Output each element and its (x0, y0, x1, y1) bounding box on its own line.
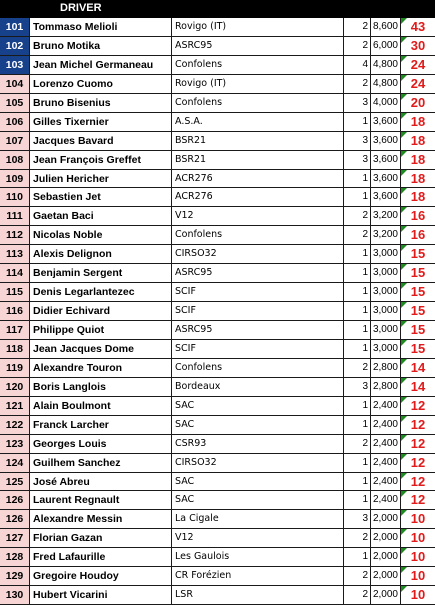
points-cell[interactable]: 15 (401, 321, 435, 339)
club-cell[interactable]: Confolens (172, 226, 344, 244)
rank-cell[interactable]: 119 (0, 359, 30, 377)
driver-name-cell[interactable]: Philippe Quiot (30, 321, 172, 339)
score-cell[interactable]: 2,800 (371, 359, 401, 377)
rank-cell[interactable]: 102 (0, 37, 30, 55)
points-cell[interactable]: 10 (401, 548, 435, 566)
score-cell[interactable]: 2,400 (371, 491, 401, 509)
table-row[interactable] (0, 321, 435, 340)
races-cell[interactable]: 2 (344, 586, 371, 604)
driver-name-cell[interactable]: Benjamin Sergent (30, 264, 172, 282)
races-cell[interactable]: 2 (344, 529, 371, 547)
rank-cell[interactable]: 107 (0, 132, 30, 150)
races-cell[interactable]: 2 (344, 226, 371, 244)
score-cell[interactable]: 2,000 (371, 548, 401, 566)
club-cell[interactable]: SCIF (172, 340, 344, 358)
table-row[interactable] (0, 491, 435, 510)
races-cell[interactable]: 1 (344, 245, 371, 263)
table-row[interactable] (0, 283, 435, 302)
races-cell[interactable]: 3 (344, 94, 371, 112)
rank-cell[interactable]: 114 (0, 264, 30, 282)
races-cell[interactable]: 1 (344, 302, 371, 320)
driver-name-cell[interactable]: Denis Legarlantezec (30, 283, 172, 301)
races-cell[interactable]: 1 (344, 170, 371, 188)
score-cell[interactable]: 2,400 (371, 435, 401, 453)
races-cell[interactable]: 2 (344, 207, 371, 225)
table-row[interactable] (0, 378, 435, 397)
score-cell[interactable]: 4,800 (371, 56, 401, 74)
driver-name-cell[interactable]: Jean Michel Germaneau (30, 56, 172, 74)
club-cell[interactable]: BSR21 (172, 151, 344, 169)
club-cell[interactable]: ACR276 (172, 188, 344, 206)
races-cell[interactable]: 2 (344, 359, 371, 377)
points-cell[interactable]: 15 (401, 264, 435, 282)
table-row[interactable] (0, 94, 435, 113)
rank-cell[interactable]: 126 (0, 491, 30, 509)
driver-name-cell[interactable]: Jean Jacques Dome (30, 340, 172, 358)
points-cell[interactable]: 30 (401, 37, 435, 55)
table-row[interactable] (0, 132, 435, 151)
table-row[interactable] (0, 567, 435, 586)
table-row[interactable] (0, 435, 435, 454)
score-cell[interactable]: 3,600 (371, 151, 401, 169)
driver-name-cell[interactable]: Alexis Delignon (30, 245, 172, 263)
rank-cell[interactable]: 124 (0, 454, 30, 472)
club-cell[interactable]: La Cigale (172, 510, 344, 528)
score-cell[interactable]: 2,400 (371, 416, 401, 434)
races-cell[interactable]: 1 (344, 264, 371, 282)
driver-name-cell[interactable]: Lorenzo Cuomo (30, 75, 172, 93)
rank-cell[interactable]: 111 (0, 207, 30, 225)
club-cell[interactable]: CIRSO32 (172, 245, 344, 263)
driver-name-cell[interactable]: Boris Langlois (30, 378, 172, 396)
points-cell[interactable]: 15 (401, 283, 435, 301)
table-row[interactable] (0, 586, 435, 605)
score-cell[interactable]: 3,200 (371, 207, 401, 225)
table-row[interactable] (0, 359, 435, 378)
driver-name-cell[interactable]: Gilles Tixernier (30, 113, 172, 131)
score-cell[interactable]: 3,600 (371, 113, 401, 131)
points-cell[interactable]: 10 (401, 510, 435, 528)
score-cell[interactable]: 3,600 (371, 188, 401, 206)
races-cell[interactable]: 2 (344, 75, 371, 93)
races-cell[interactable]: 1 (344, 321, 371, 339)
club-cell[interactable]: A.S.A. (172, 113, 344, 131)
driver-name-cell[interactable]: Julien Hericher (30, 170, 172, 188)
driver-name-cell[interactable]: Hubert Vicarini (30, 586, 172, 604)
driver-name-cell[interactable]: Bruno Bisenius (30, 94, 172, 112)
races-cell[interactable]: 1 (344, 283, 371, 301)
club-cell[interactable]: ASRC95 (172, 37, 344, 55)
rank-cell[interactable]: 109 (0, 170, 30, 188)
races-cell[interactable]: 1 (344, 548, 371, 566)
score-cell[interactable]: 3,000 (371, 340, 401, 358)
club-cell[interactable]: Bordeaux (172, 378, 344, 396)
table-row[interactable] (0, 207, 435, 226)
races-cell[interactable]: 1 (344, 491, 371, 509)
rank-cell[interactable]: 108 (0, 151, 30, 169)
table-header (0, 0, 435, 18)
points-cell[interactable]: 12 (401, 473, 435, 491)
table-row[interactable] (0, 264, 435, 283)
points-cell[interactable]: 14 (401, 359, 435, 377)
rank-cell[interactable]: 103 (0, 56, 30, 74)
table-row[interactable] (0, 113, 435, 132)
driver-name-cell[interactable]: Jean François Greffet (30, 151, 172, 169)
driver-name-cell[interactable]: José Abreu (30, 473, 172, 491)
club-cell[interactable]: Rovigo (IT) (172, 18, 344, 36)
points-cell[interactable]: 15 (401, 340, 435, 358)
table-row[interactable] (0, 245, 435, 264)
score-cell[interactable]: 4,000 (371, 94, 401, 112)
rank-cell[interactable]: 104 (0, 75, 30, 93)
table-row[interactable] (0, 56, 435, 75)
rank-cell[interactable]: 101 (0, 18, 30, 36)
points-cell[interactable]: 10 (401, 567, 435, 585)
score-cell[interactable]: 3,000 (371, 302, 401, 320)
club-cell[interactable]: BSR21 (172, 132, 344, 150)
club-cell[interactable]: CIRSO32 (172, 454, 344, 472)
driver-name-cell[interactable]: Gaetan Baci (30, 207, 172, 225)
score-cell[interactable]: 3,600 (371, 132, 401, 150)
driver-name-cell[interactable]: Didier Echivard (30, 302, 172, 320)
club-cell[interactable]: SCIF (172, 283, 344, 301)
races-cell[interactable]: 1 (344, 416, 371, 434)
score-cell[interactable]: 2,000 (371, 529, 401, 547)
rank-cell[interactable]: 127 (0, 529, 30, 547)
points-cell[interactable]: 12 (401, 454, 435, 472)
table-row[interactable] (0, 340, 435, 359)
rank-cell[interactable]: 106 (0, 113, 30, 131)
races-cell[interactable]: 1 (344, 397, 371, 415)
points-cell[interactable]: 18 (401, 151, 435, 169)
club-cell[interactable]: SAC (172, 491, 344, 509)
driver-name-cell[interactable]: Sebastien Jet (30, 188, 172, 206)
driver-name-cell[interactable]: Laurent Regnault (30, 491, 172, 509)
points-cell[interactable]: 12 (401, 491, 435, 509)
score-cell[interactable]: 2,400 (371, 454, 401, 472)
driver-name-cell[interactable]: Florian Gazan (30, 529, 172, 547)
points-cell[interactable]: 15 (401, 302, 435, 320)
rank-cell[interactable]: 121 (0, 397, 30, 415)
score-cell[interactable]: 3,000 (371, 245, 401, 263)
points-cell[interactable]: 16 (401, 207, 435, 225)
races-cell[interactable]: 1 (344, 454, 371, 472)
score-cell[interactable]: 2,000 (371, 567, 401, 585)
score-cell[interactable]: 3,600 (371, 170, 401, 188)
score-cell[interactable]: 8,600 (371, 18, 401, 36)
points-cell[interactable]: 14 (401, 378, 435, 396)
table-row[interactable] (0, 188, 435, 207)
driver-name-cell[interactable]: Fred Lafaurille (30, 548, 172, 566)
table-body (0, 18, 435, 605)
driver-name-cell[interactable]: Bruno Motika (30, 37, 172, 55)
races-cell[interactable]: 3 (344, 378, 371, 396)
driver-name-cell[interactable]: Gregoire Houdoy (30, 567, 172, 585)
points-cell[interactable]: 10 (401, 586, 435, 604)
rank-cell[interactable]: 125 (0, 473, 30, 491)
races-cell[interactable]: 2 (344, 435, 371, 453)
points-cell[interactable]: 18 (401, 188, 435, 206)
races-cell[interactable]: 1 (344, 113, 371, 131)
points-cell[interactable]: 18 (401, 113, 435, 131)
rank-cell[interactable]: 118 (0, 340, 30, 358)
points-cell[interactable]: 12 (401, 435, 435, 453)
score-cell[interactable]: 2,000 (371, 510, 401, 528)
table-row[interactable] (0, 510, 435, 529)
races-cell[interactable]: 3 (344, 510, 371, 528)
rank-cell[interactable]: 110 (0, 188, 30, 206)
club-cell[interactable]: SAC (172, 397, 344, 415)
points-cell[interactable]: 12 (401, 416, 435, 434)
club-cell[interactable]: CSR93 (172, 435, 344, 453)
rank-cell[interactable]: 123 (0, 435, 30, 453)
rank-cell[interactable]: 113 (0, 245, 30, 263)
races-cell[interactable]: 4 (344, 56, 371, 74)
driver-name-cell[interactable]: Franck Larcher (30, 416, 172, 434)
club-cell[interactable]: V12 (172, 529, 344, 547)
club-cell[interactable]: ACR276 (172, 170, 344, 188)
score-cell[interactable]: 3,000 (371, 264, 401, 282)
rank-cell[interactable]: 128 (0, 548, 30, 566)
races-cell[interactable]: 1 (344, 473, 371, 491)
races-cell[interactable]: 2 (344, 37, 371, 55)
points-cell[interactable]: 10 (401, 529, 435, 547)
rank-cell[interactable]: 129 (0, 567, 30, 585)
driver-name-cell[interactable]: Jacques Bavard (30, 132, 172, 150)
rank-cell[interactable]: 105 (0, 94, 30, 112)
club-cell[interactable]: Confolens (172, 359, 344, 377)
score-cell[interactable]: 3,200 (371, 226, 401, 244)
rank-cell[interactable]: 115 (0, 283, 30, 301)
score-cell[interactable]: 2,400 (371, 473, 401, 491)
rank-cell[interactable]: 122 (0, 416, 30, 434)
club-cell[interactable]: LSR (172, 586, 344, 604)
rank-cell[interactable]: 130 (0, 586, 30, 604)
club-cell[interactable]: ASRC95 (172, 321, 344, 339)
table-row[interactable] (0, 397, 435, 416)
table-row[interactable] (0, 75, 435, 94)
rank-cell[interactable]: 112 (0, 226, 30, 244)
points-cell[interactable]: 24 (401, 56, 435, 74)
table-row[interactable] (0, 416, 435, 435)
table-row[interactable] (0, 454, 435, 473)
club-cell[interactable]: SAC (172, 416, 344, 434)
club-cell[interactable]: Les Gaulois (172, 548, 344, 566)
table-row[interactable] (0, 18, 435, 37)
driver-name-cell[interactable]: Tommaso Melioli (30, 18, 172, 36)
points-cell[interactable]: 43 (401, 18, 435, 36)
score-cell[interactable]: 3,000 (371, 321, 401, 339)
points-cell[interactable]: 20 (401, 94, 435, 112)
table-row[interactable] (0, 473, 435, 492)
points-cell[interactable]: 12 (401, 397, 435, 415)
table-row[interactable] (0, 226, 435, 245)
points-cell[interactable]: 15 (401, 245, 435, 263)
table-row[interactable] (0, 302, 435, 321)
driver-name-cell[interactable]: Alain Boulmont (30, 397, 172, 415)
score-cell[interactable]: 2,800 (371, 378, 401, 396)
table-row[interactable] (0, 151, 435, 170)
table-row[interactable] (0, 170, 435, 189)
races-cell[interactable]: 1 (344, 340, 371, 358)
club-cell[interactable]: Rovigo (IT) (172, 75, 344, 93)
races-cell[interactable]: 2 (344, 567, 371, 585)
score-cell[interactable]: 3,000 (371, 283, 401, 301)
rank-cell[interactable]: 126 (0, 510, 30, 528)
club-cell[interactable]: SAC (172, 473, 344, 491)
points-cell[interactable]: 16 (401, 226, 435, 244)
races-cell[interactable]: 1 (344, 188, 371, 206)
club-cell[interactable]: Confolens (172, 94, 344, 112)
score-cell[interactable]: 2,000 (371, 586, 401, 604)
races-cell[interactable]: 3 (344, 132, 371, 150)
club-cell[interactable]: CR Forézien (172, 567, 344, 585)
score-cell[interactable]: 4,800 (371, 75, 401, 93)
table-row[interactable] (0, 548, 435, 567)
points-cell[interactable]: 24 (401, 75, 435, 93)
club-cell[interactable]: Confolens (172, 56, 344, 74)
driver-name-cell[interactable]: Alexandre Touron (30, 359, 172, 377)
rank-cell[interactable]: 117 (0, 321, 30, 339)
table-row[interactable] (0, 37, 435, 56)
score-cell[interactable]: 6,000 (371, 37, 401, 55)
club-cell[interactable]: ASRC95 (172, 264, 344, 282)
driver-name-cell[interactable]: Alexandre Messin (30, 510, 172, 528)
points-cell[interactable]: 18 (401, 132, 435, 150)
score-cell[interactable]: 2,400 (371, 397, 401, 415)
club-cell[interactable]: V12 (172, 207, 344, 225)
points-cell[interactable]: 18 (401, 170, 435, 188)
driver-name-cell[interactable]: Guilhem Sanchez (30, 454, 172, 472)
driver-name-cell[interactable]: Georges Louis (30, 435, 172, 453)
races-cell[interactable]: 2 (344, 18, 371, 36)
driver-column-header[interactable]: DRIVER (60, 2, 102, 14)
table-row[interactable] (0, 529, 435, 548)
rank-cell[interactable]: 120 (0, 378, 30, 396)
driver-name-cell[interactable]: Nicolas Noble (30, 226, 172, 244)
races-cell[interactable]: 3 (344, 151, 371, 169)
rank-cell[interactable]: 116 (0, 302, 30, 320)
club-cell[interactable]: SCIF (172, 302, 344, 320)
